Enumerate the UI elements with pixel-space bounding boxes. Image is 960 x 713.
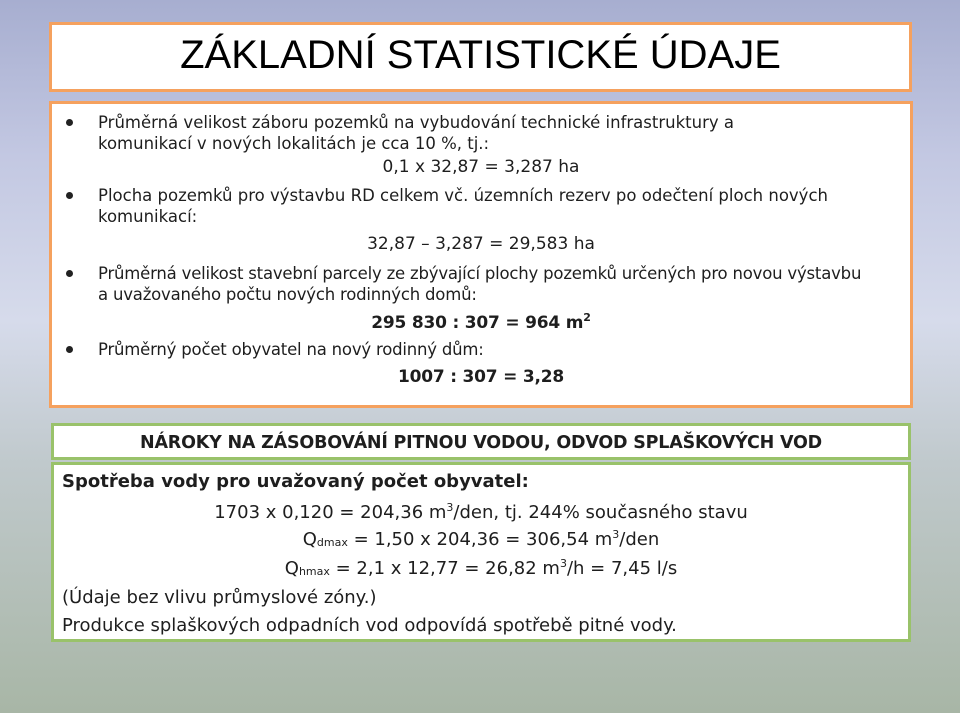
stat-item-text: Průměrná velikost stavební parcely ze zbývající plochy pozemků určených pro novou výstavbu a uvažovaného počtu nových rodinných domů: xyxy=(98,264,862,304)
stat-item-text: Plocha pozemků pro výstavbu RD celkem vč. územních rezerv po odečtení ploch nových komunikací: xyxy=(98,186,828,226)
requirements-header-box xyxy=(51,423,911,460)
unit-exponent: 2 xyxy=(583,311,591,324)
stat-result-parcel-size xyxy=(52,311,910,333)
stat-item-text: Průměrná velikost záboru pozemků na vybudování technické infrastruktury a komunikací v nových lokalitách je cca 10 %, tj.: xyxy=(98,113,734,153)
stat-result-building-area: 32,87 – 3,287 = 29,583 ha xyxy=(367,234,595,254)
stat-item-building-area xyxy=(66,185,896,227)
bullet-icon xyxy=(66,270,73,277)
stat-item-parcel-size xyxy=(66,263,896,305)
stat-result-inhabitants: 1007 : 307 = 3,28 xyxy=(397,367,565,387)
qdmax-line: $Q_{dmax} = 1,50$ x 204,36 = 306,54 $m^3$/den xyxy=(302,528,660,550)
stat-item-inhabitants xyxy=(66,339,896,360)
qhmax-line: $Q_{hmax} = 2,1$ x 12,77 = 26,82 $m^3/h = 7,45$ l/s xyxy=(284,557,678,579)
stat-item-occupation xyxy=(66,112,896,154)
consumption-label: Spotřeba vody pro uvažovaný počet obyvatel: xyxy=(62,471,529,492)
bullet-icon xyxy=(66,119,73,126)
statistics-box xyxy=(49,101,913,408)
title-box xyxy=(49,22,912,92)
note-line: (Údaje bez vlivu průmyslové zóny.) xyxy=(62,587,377,608)
stat-result-value: 295 830 : 307 = 964 m xyxy=(371,313,584,333)
page-title: ZÁKLADNÍ STATISTICKÉ ÚDAJE xyxy=(180,33,781,77)
bullet-icon xyxy=(66,346,73,353)
stat-result-occupation: 0,1 x 32,87 = 3,287 ha xyxy=(382,157,580,177)
requirements-heading: NÁROKY NA ZÁSOBOVÁNÍ PITNOU VODOU, ODVOD SPLAŠKOVÝCH VOD xyxy=(140,433,822,453)
bullet-icon xyxy=(66,192,73,199)
stat-item-text: Průměrný počet obyvatel na nový rodinný dům: xyxy=(98,340,484,359)
requirements-box xyxy=(51,462,911,642)
production-line: Produkce splaškových odpadních vod odpovídá spotřebě pitné vody. xyxy=(62,615,677,636)
consumption-line: 1703 x 0,120 = 204,36 $m^3$/den, tj. 244% současného stavu xyxy=(214,501,748,523)
